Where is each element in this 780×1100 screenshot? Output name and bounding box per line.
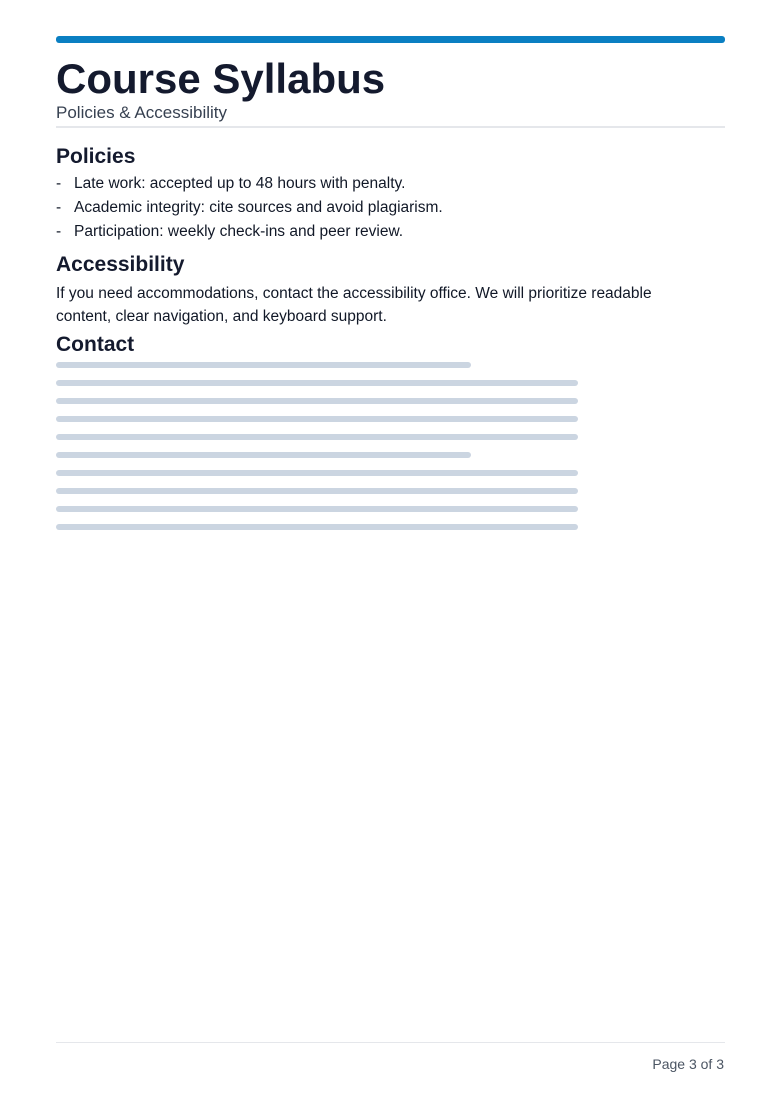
contact-heading: Contact bbox=[56, 333, 135, 356]
placeholder-line bbox=[56, 524, 578, 530]
list-item: - Late work: accepted up to 48 hours with penalty. bbox=[56, 175, 406, 192]
page-number: Page 3 of 3 bbox=[652, 1056, 724, 1072]
header-divider bbox=[56, 126, 725, 128]
list-item-text: Participation: weekly check-ins and peer review. bbox=[74, 223, 404, 240]
list-item: - Academic integrity: cite sources and avoid plagiarism. bbox=[56, 199, 443, 216]
accessibility-heading: Accessibility bbox=[56, 253, 185, 276]
list-item: - Participation: weekly check-ins and peer review. bbox=[56, 223, 404, 240]
placeholder-line bbox=[56, 488, 578, 494]
accessibility-text: If you need accommodations, contact the accessibility office. We will prioritize readable content, clear navigation, and keyboard support. bbox=[56, 285, 652, 325]
placeholder-line bbox=[56, 380, 578, 386]
list-item-text: Academic integrity: cite sources and avoid plagiarism. bbox=[74, 199, 443, 216]
page-subtitle: Policies & Accessibility bbox=[56, 103, 228, 122]
footer-divider bbox=[56, 1042, 725, 1043]
placeholder-line bbox=[56, 362, 471, 368]
placeholder-line bbox=[56, 434, 578, 440]
accent-bar bbox=[56, 36, 725, 43]
placeholder-line bbox=[56, 416, 578, 422]
placeholder-line bbox=[56, 470, 578, 476]
policies-heading: Policies bbox=[56, 145, 136, 168]
list-item-text: Late work: accepted up to 48 hours with penalty. bbox=[74, 175, 406, 192]
page-title: Course Syllabus bbox=[56, 55, 386, 102]
placeholder-line bbox=[56, 398, 578, 404]
placeholder-line bbox=[56, 506, 578, 512]
placeholder-line bbox=[56, 452, 471, 458]
